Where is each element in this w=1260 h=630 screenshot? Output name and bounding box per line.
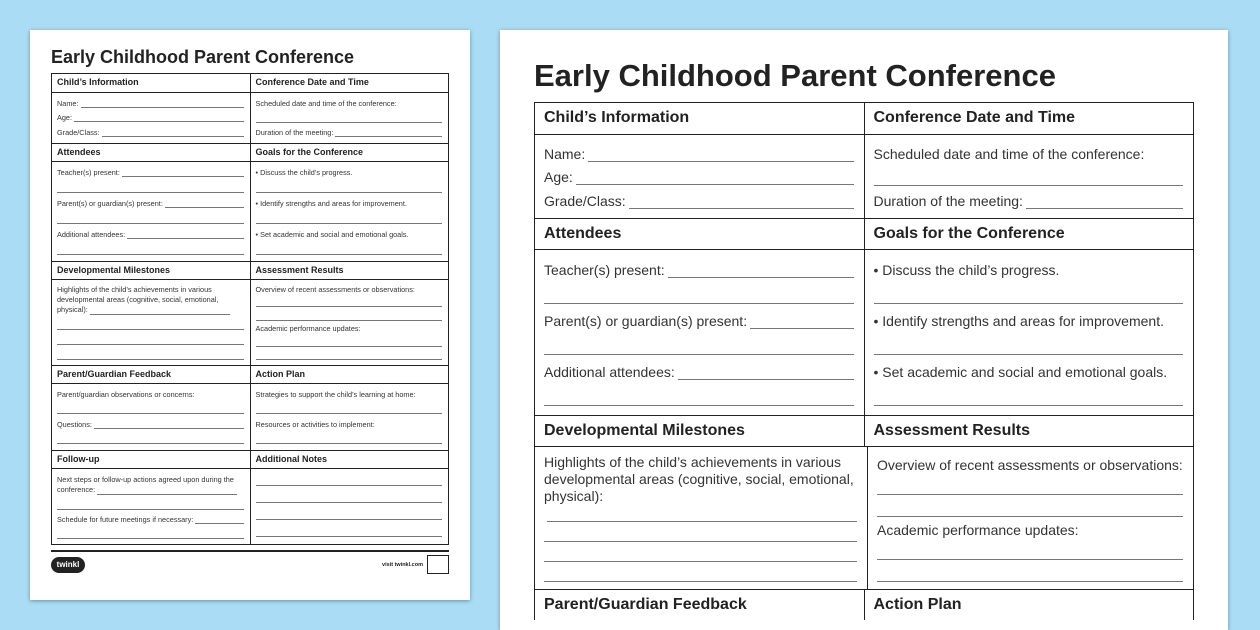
write-line[interactable]	[102, 128, 244, 137]
section-title: Child’s Information	[544, 109, 690, 126]
section-title: Action Plan	[250, 365, 449, 383]
blank-line[interactable]	[57, 214, 244, 224]
section-cell	[867, 446, 1193, 589]
section-header-row	[52, 365, 448, 383]
section-cell	[535, 249, 864, 415]
form-field[interactable]	[57, 230, 244, 239]
field-label: Parent(s) or guardian(s) present:	[544, 312, 748, 329]
field-label: Schedule for future meetings if necessary:	[57, 514, 194, 524]
section-body-row	[535, 134, 1193, 218]
blank-line[interactable]	[877, 498, 1183, 517]
form-field[interactable]	[57, 420, 244, 429]
section-title: Goals for the Conference	[250, 143, 449, 161]
write-line[interactable]	[122, 168, 244, 177]
form-field	[256, 230, 443, 239]
field-label: Grade/Class:	[57, 128, 100, 138]
form-field	[256, 420, 443, 429]
blank-line[interactable]	[57, 434, 244, 444]
field-label: Academic performance updates:	[877, 521, 1079, 538]
write-line[interactable]	[127, 230, 243, 239]
form-field[interactable]	[57, 475, 244, 495]
field-label: Questions:	[57, 419, 92, 429]
blank-line[interactable]	[256, 183, 443, 193]
section-cell	[250, 383, 449, 450]
section-cell	[250, 92, 449, 143]
form-field	[874, 260, 1184, 278]
section-body-row	[52, 279, 448, 365]
blank-line[interactable]	[874, 285, 1184, 304]
field-label: Next steps or follow-up actions agreed upon during the conference:	[57, 474, 234, 494]
write-line[interactable]	[97, 486, 237, 495]
form-field[interactable]	[544, 454, 857, 522]
form-field[interactable]	[57, 285, 244, 315]
form-field	[256, 99, 443, 108]
section-title: Child’s Information	[57, 77, 139, 87]
form-field[interactable]	[57, 99, 244, 108]
section-cell	[52, 279, 250, 365]
blank-line[interactable]	[544, 285, 854, 304]
blank-line[interactable]	[544, 336, 854, 355]
blank-line[interactable]	[256, 527, 443, 537]
blank-line[interactable]	[57, 500, 244, 510]
field-label: Age:	[544, 169, 573, 186]
section-title: Assessment Results	[864, 415, 1194, 446]
page-preview-thumbnail[interactable]	[30, 30, 470, 600]
form-field[interactable]	[57, 168, 244, 177]
section-body-row	[52, 92, 448, 143]
field-label: • Identify strengths and areas for improvement.	[873, 312, 1164, 329]
document-title: Early Childhood Parent Conference	[534, 58, 1056, 93]
field-label: Overview of recent assessments or observations:	[255, 284, 415, 294]
blank-line[interactable]	[544, 563, 857, 582]
form-field	[256, 199, 443, 208]
blank-line[interactable]	[57, 245, 244, 255]
section-cell	[535, 134, 864, 218]
write-line[interactable]	[81, 99, 244, 108]
section-title: Parent/Guardian Feedback	[535, 589, 864, 620]
blank-line[interactable]	[256, 214, 443, 224]
section-title: Follow-up	[52, 450, 250, 468]
form-field	[874, 144, 1184, 162]
write-line[interactable]	[678, 365, 854, 380]
blank-line[interactable]	[256, 297, 443, 307]
section-body-row	[52, 468, 448, 544]
blank-line[interactable]	[874, 167, 1184, 186]
field-label: Highlights of the child’s achievements in various developmental areas (cognitive, social, emotional, physical):	[57, 285, 219, 315]
section-title: Additional Notes	[250, 450, 449, 468]
field-label: • Set academic and social and emotional goals.	[255, 230, 409, 239]
section-cell	[250, 161, 449, 261]
field-label: Additional attendees:	[57, 230, 126, 239]
section-cell	[864, 134, 1194, 218]
field-label: Scheduled date and time of the conference:	[255, 98, 397, 108]
field-label: Additional attendees:	[544, 363, 675, 380]
form-field[interactable]	[57, 128, 244, 137]
section-title: Assessment Results	[250, 261, 449, 279]
field-label: Parent(s) or guardian(s) present:	[57, 199, 163, 208]
form-field	[877, 520, 1183, 538]
write-line[interactable]	[94, 420, 244, 429]
section-cell	[250, 468, 449, 544]
section-title: Developmental Milestones	[535, 415, 864, 446]
blank-line[interactable]	[874, 336, 1184, 355]
form-field[interactable]	[544, 167, 854, 185]
field-label: Age:	[57, 113, 73, 123]
form-field	[256, 324, 443, 333]
write-line[interactable]	[668, 263, 854, 278]
form-field	[874, 311, 1184, 329]
form-field[interactable]	[57, 515, 244, 524]
section-cell	[52, 468, 250, 544]
form-field	[57, 390, 244, 399]
twinkl-logo: twinkl	[51, 557, 85, 573]
blank-line[interactable]	[57, 529, 244, 539]
field-label: Grade/Class:	[544, 193, 626, 210]
section-cell	[52, 383, 250, 450]
blank-line[interactable]	[256, 434, 443, 444]
page-preview-zoomed	[500, 30, 1228, 630]
field-label: • Discuss the child’s progress.	[873, 261, 1060, 278]
document-title: Early Childhood Parent Conference	[51, 47, 355, 67]
section-body-row	[52, 383, 448, 450]
section-cell	[864, 249, 1194, 415]
blank-line[interactable]	[877, 563, 1183, 582]
blank-line[interactable]	[256, 493, 443, 503]
field-label: • Set academic and social and emotional goals.	[873, 363, 1168, 380]
section-cell	[52, 161, 250, 261]
field-label: Name:	[544, 145, 586, 162]
field-label: Duration of the meeting:	[873, 193, 1023, 210]
form-field[interactable]	[544, 362, 854, 380]
blank-line[interactable]	[544, 543, 857, 562]
field-label: • Discuss the child’s progress.	[255, 168, 353, 177]
form-field[interactable]	[57, 113, 244, 122]
blank-line[interactable]	[57, 335, 244, 345]
write-line[interactable]	[576, 170, 854, 185]
field-label: Duration of the meeting:	[255, 128, 334, 138]
write-line[interactable]	[90, 306, 230, 315]
field-label: • Identify strengths and areas for improvement.	[255, 199, 407, 208]
section-body-row	[535, 446, 1193, 589]
section-title: Attendees	[52, 143, 250, 161]
section-header-row	[535, 415, 1193, 446]
form-table	[51, 73, 449, 545]
section-header-row	[52, 143, 448, 161]
section-header-row	[52, 450, 448, 468]
field-label: Overview of recent assessments or observations:	[877, 456, 1183, 473]
write-line[interactable]	[750, 314, 853, 329]
form-field[interactable]	[57, 199, 244, 208]
field-label: Teacher(s) present:	[57, 168, 120, 177]
write-line[interactable]	[335, 128, 442, 137]
section-title: Conference Date and Time	[250, 74, 449, 92]
form-table	[534, 102, 1194, 620]
section-cell	[52, 92, 250, 143]
section-header-row	[52, 261, 448, 279]
write-line[interactable]	[195, 515, 243, 524]
form-field	[256, 285, 443, 294]
form-field[interactable]	[874, 191, 1184, 209]
section-body-row	[535, 249, 1193, 415]
blank-line[interactable]	[256, 510, 443, 520]
write-line[interactable]	[1026, 194, 1183, 209]
field-label: Highlights of the child’s achievements in various developmental areas (cognitive, social, emotional, physical):	[544, 453, 854, 504]
section-title: Goals for the Conference	[864, 218, 1194, 249]
quality-badge-icon	[427, 555, 449, 574]
blank-line[interactable]	[877, 541, 1183, 560]
blank-line[interactable]	[256, 245, 443, 255]
form-field[interactable]	[256, 128, 443, 137]
field-label: Name:	[57, 98, 79, 108]
form-field	[877, 455, 1183, 473]
write-line[interactable]	[547, 507, 857, 522]
section-header-row	[535, 218, 1193, 249]
section-title: Attendees	[535, 218, 864, 249]
blank-line[interactable]	[256, 113, 443, 123]
blank-line[interactable]	[57, 350, 244, 360]
blank-line[interactable]	[256, 350, 443, 360]
section-body-row	[52, 161, 448, 261]
visit-link[interactable]: visit twinkl.com	[382, 562, 423, 568]
field-label: Scheduled date and time of the conference:	[873, 145, 1145, 162]
field-label: Teacher(s) present:	[544, 261, 665, 278]
page-footer	[51, 550, 449, 569]
blank-line[interactable]	[57, 183, 244, 193]
form-field	[256, 168, 443, 177]
blank-line[interactable]	[874, 387, 1184, 406]
write-line[interactable]	[74, 113, 243, 122]
section-cell	[535, 446, 867, 589]
blank-line[interactable]	[57, 320, 244, 330]
field-label: Strategies to support the child’s learning at home:	[255, 389, 416, 399]
field-label: Resources or activities to implement:	[255, 419, 375, 429]
section-title: Conference Date and Time	[864, 103, 1194, 134]
section-title: Parent/Guardian Feedback	[52, 365, 250, 383]
form-field[interactable]	[544, 311, 854, 329]
section-header-row	[535, 103, 1193, 134]
field-label: Academic performance updates:	[255, 324, 361, 334]
blank-line[interactable]	[877, 476, 1183, 495]
section-header-row	[52, 74, 448, 92]
form-field	[256, 390, 443, 399]
blank-line[interactable]	[256, 476, 443, 486]
section-cell	[250, 279, 449, 365]
blank-line[interactable]	[256, 311, 443, 321]
form-field	[874, 362, 1184, 380]
blank-line[interactable]	[544, 523, 857, 542]
section-title: Action Plan	[864, 589, 1194, 620]
write-line[interactable]	[588, 147, 853, 162]
write-line[interactable]	[629, 194, 854, 209]
blank-line[interactable]	[256, 404, 443, 414]
blank-line[interactable]	[256, 337, 443, 347]
section-title: Developmental Milestones	[52, 261, 250, 279]
write-line[interactable]	[165, 199, 244, 208]
form-field[interactable]	[544, 260, 854, 278]
form-field[interactable]	[544, 144, 854, 162]
blank-line[interactable]	[57, 404, 244, 414]
field-label: Parent/guardian observations or concerns:	[57, 389, 195, 399]
form-field[interactable]	[544, 191, 854, 209]
section-header-row	[535, 589, 1193, 620]
blank-line[interactable]	[544, 387, 854, 406]
